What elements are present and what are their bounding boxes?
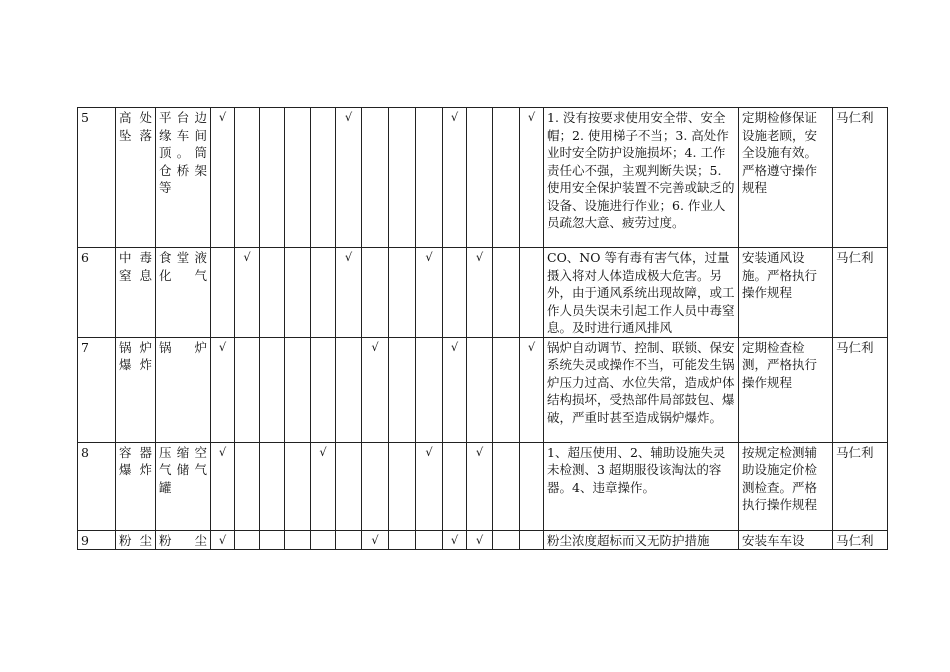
check-mark-cell: √ — [211, 442, 235, 530]
row-number-cell: 9 — [78, 530, 116, 550]
cause-cell: 粉尘浓度超标而又无防护措施 — [544, 530, 739, 550]
table-row — [78, 108, 888, 248]
check-mark-cell — [311, 530, 336, 550]
cause-cell: 1. 没有按要求使用安全带、安全帽；2. 使用梯子不当；3. 高处作业时安全防护设施损坏；4. 工作责任心不强，主观判断失误；5. 使用安全保护装置不完善或缺乏的设备、设施进行作业；6. 作业人员疏忽大意、疲劳过度。 — [544, 108, 739, 248]
check-mark-cell — [493, 530, 520, 550]
check-mark-cell — [235, 108, 260, 248]
check-mark-cell — [285, 248, 311, 338]
check-mark-cell — [362, 248, 389, 338]
responsible-person-cell: 马仁利 — [833, 108, 888, 248]
cause-cell: 锅炉自动调节、控制、联锁、保安系统失灵或操作不当，可能发生锅炉压力过高、水位失常，造成炉体结构损坏，受热部件局部鼓包、爆破，严重时甚至造成锅炉爆炸。 — [544, 337, 739, 442]
row-number-cell: 8 — [78, 442, 116, 530]
check-mark-cell — [311, 248, 336, 338]
table-row — [78, 248, 888, 338]
check-mark-cell: √ — [467, 530, 493, 550]
control-measure-cell: 安装车车设 — [739, 530, 833, 550]
check-mark-cell — [467, 108, 493, 248]
hazard-location-cell: 压缩空气储气罐 — [156, 442, 211, 530]
check-mark-cell: √ — [520, 337, 544, 442]
check-mark-cell — [285, 530, 311, 550]
control-measure-cell: 定期检查检测，严格执行操作规程 — [739, 337, 833, 442]
check-mark-cell — [311, 337, 336, 442]
check-mark-cell — [235, 442, 260, 530]
check-mark-cell: √ — [520, 108, 544, 248]
check-mark-cell — [235, 337, 260, 442]
check-mark-cell — [285, 442, 311, 530]
check-mark-cell — [362, 442, 389, 530]
check-mark-cell — [389, 530, 416, 550]
check-mark-cell — [389, 108, 416, 248]
check-mark-cell: √ — [443, 108, 467, 248]
row-number-cell: 6 — [78, 248, 116, 338]
cause-cell: CO、NO 等有毒有害气体，过量摄入将对人体造成极大危害。另外，由于通风系统出现故障，或工作人员失误未引起工作人员中毒窒息。及时进行通风排风 — [544, 248, 739, 338]
check-mark-cell: √ — [443, 337, 467, 442]
check-mark-cell — [260, 337, 285, 442]
check-mark-cell: √ — [467, 442, 493, 530]
check-mark-cell: √ — [211, 530, 235, 550]
hazard-type-cell: 中毒窒息 — [116, 248, 156, 338]
check-mark-cell: √ — [362, 530, 389, 550]
check-mark-cell: √ — [211, 337, 235, 442]
hazard-type-cell: 高处坠落 — [116, 108, 156, 248]
check-mark-cell — [260, 442, 285, 530]
hazard-type-cell: 粉尘 — [116, 530, 156, 550]
responsible-person-cell: 马仁利 — [833, 530, 888, 550]
check-mark-cell — [311, 108, 336, 248]
check-mark-cell — [260, 108, 285, 248]
check-mark-cell: √ — [467, 248, 493, 338]
hazard-type-cell: 锅炉爆炸 — [116, 337, 156, 442]
check-mark-cell — [416, 337, 443, 442]
check-mark-cell — [467, 337, 493, 442]
responsible-person-cell: 马仁利 — [833, 248, 888, 338]
risk-table-body — [78, 108, 888, 550]
check-mark-cell: √ — [416, 442, 443, 530]
hazard-location-cell: 锅炉 — [156, 337, 211, 442]
table-row — [78, 530, 888, 550]
check-mark-cell — [493, 337, 520, 442]
check-mark-cell — [260, 530, 285, 550]
check-mark-cell — [493, 108, 520, 248]
hazard-type-cell: 容器爆炸 — [116, 442, 156, 530]
check-mark-cell: √ — [443, 530, 467, 550]
check-mark-cell: √ — [416, 248, 443, 338]
check-mark-cell — [416, 530, 443, 550]
check-mark-cell — [389, 337, 416, 442]
check-mark-cell — [443, 248, 467, 338]
control-measure-cell: 按规定检测辅助设施定价检测检查。严格执行操作规程 — [739, 442, 833, 530]
check-mark-cell — [520, 248, 544, 338]
check-mark-cell — [493, 442, 520, 530]
table-row — [78, 442, 888, 530]
check-mark-cell: √ — [211, 108, 235, 248]
cause-cell: 1、超压使用、2、辅助设施失灵未检测、3 超期服役该淘汰的容器。4、违章操作。 — [544, 442, 739, 530]
responsible-person-cell: 马仁利 — [833, 337, 888, 442]
check-mark-cell — [336, 442, 362, 530]
check-mark-cell — [336, 530, 362, 550]
check-mark-cell — [260, 248, 285, 338]
row-number-cell: 5 — [78, 108, 116, 248]
control-measure-cell: 定期检修保证设施老顾，安全设施有效。严格遵守操作规程 — [739, 108, 833, 248]
risk-table — [77, 107, 888, 550]
check-mark-cell — [362, 108, 389, 248]
hazard-location-cell: 食堂液化气 — [156, 248, 211, 338]
check-mark-cell — [336, 337, 362, 442]
check-mark-cell — [285, 337, 311, 442]
hazard-location-cell: 粉尘 — [156, 530, 211, 550]
check-mark-cell: √ — [336, 108, 362, 248]
check-mark-cell: √ — [336, 248, 362, 338]
check-mark-cell: √ — [311, 442, 336, 530]
responsible-person-cell: 马仁利 — [833, 442, 888, 530]
table-row — [78, 337, 888, 442]
check-mark-cell — [389, 248, 416, 338]
check-mark-cell — [520, 530, 544, 550]
check-mark-cell — [285, 108, 311, 248]
check-mark-cell — [520, 442, 544, 530]
check-mark-cell — [416, 108, 443, 248]
hazard-location-cell: 平台边缘车间顶。筒仓桥架等 — [156, 108, 211, 248]
check-mark-cell — [443, 442, 467, 530]
check-mark-cell: √ — [362, 337, 389, 442]
control-measure-cell: 安装通风设施。严格执行操作规程 — [739, 248, 833, 338]
check-mark-cell — [211, 248, 235, 338]
row-number-cell: 7 — [78, 337, 116, 442]
check-mark-cell — [235, 530, 260, 550]
check-mark-cell — [389, 442, 416, 530]
check-mark-cell: √ — [235, 248, 260, 338]
check-mark-cell — [493, 248, 520, 338]
